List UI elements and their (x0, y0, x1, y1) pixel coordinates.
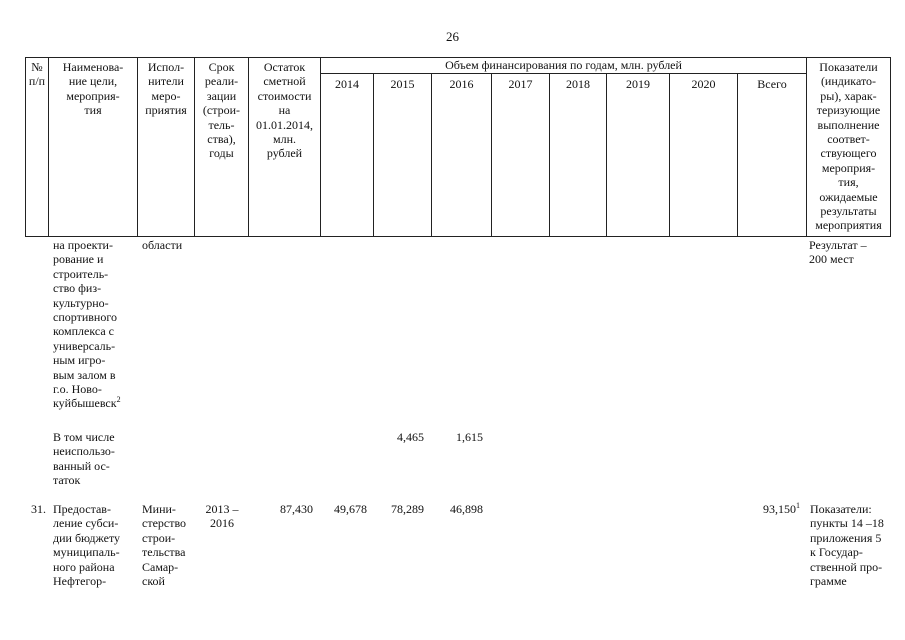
header-total: Всего (757, 77, 787, 91)
vline-11 (669, 73, 670, 236)
continuation-name-footnote: 2 (116, 395, 121, 405)
header-year-2017: 2017 (508, 77, 533, 91)
row31-name: Предостав- ление субси- дии бюджету муниципаль- ного района Нефтегор- (53, 502, 121, 589)
header-year-2020: 2020 (691, 77, 716, 91)
row31-total-footnote: 1 (796, 501, 800, 510)
vline-14 (890, 57, 891, 236)
header-funding: Объем финансирования по годам, млн. рублей (445, 58, 682, 72)
header-indicators: Показатели (индикато- ры), харак- теризующие выполнение соответ- ствующего мероприя- тия, ожидаемые результаты мероприятия (815, 60, 882, 233)
header-year-2015: 2015 (390, 77, 415, 91)
continuation-name-text: на проекти- рование и строитель- ство физ- культурно- спортивного комплекса с универсаль- ным игро- вым залом в г.о. Ново- куйбышевск (53, 238, 117, 411)
row31-total-value: 93,150 (763, 502, 796, 516)
header-subheader-border (320, 73, 806, 74)
vline-10 (606, 73, 607, 236)
row31-num: 31. (31, 502, 46, 516)
header-year-2016: 2016 (449, 77, 474, 91)
header-remainder: Остаток сметной стоимости на 01.01.2014, млн. рублей (256, 60, 313, 161)
vline-7 (431, 73, 432, 236)
header-executors: Испол- нители меро- приятия (145, 60, 187, 118)
subrow-label: В том числе неиспользо- ванный ос- таток (53, 430, 115, 488)
subrow-2015: 4,465 (397, 430, 424, 444)
row31-executor: Мини- стерство строи- тельства Самар- ской (142, 502, 187, 589)
vline-12 (737, 73, 738, 236)
header-num: № п/п (28, 60, 46, 89)
header-year-2019: 2019 (626, 77, 650, 91)
row31-2016: 46,898 (450, 502, 483, 516)
row31-indicators: Показатели: пункты 14 –18 приложения 5 к Государ- ственной про- грамме (810, 502, 884, 589)
continuation-executor: области (142, 238, 183, 252)
header-year-2014: 2014 (335, 77, 359, 91)
vline-6 (373, 73, 374, 236)
continuation-result: Результат – 200 мест (809, 238, 867, 267)
page-number: 26 (446, 29, 459, 44)
row31-period: 2013 – 2016 (205, 502, 239, 531)
row31-2014: 49,678 (334, 502, 367, 516)
vline-8 (491, 73, 492, 236)
row31-total (738, 502, 800, 516)
header-period: Срок реали- зации (строи- тель- ства), годы (202, 60, 241, 161)
continuation-name (53, 238, 137, 411)
row31-remainder: 87,430 (280, 502, 313, 516)
header-year-2018: 2018 (566, 77, 590, 91)
header-name: Наименова- ние цели, мероприя- тия (62, 60, 124, 118)
row31-2015: 78,289 (391, 502, 424, 516)
header-bottom-border (25, 236, 891, 237)
subrow-2016: 1,615 (456, 430, 483, 444)
vline-9 (549, 73, 550, 236)
